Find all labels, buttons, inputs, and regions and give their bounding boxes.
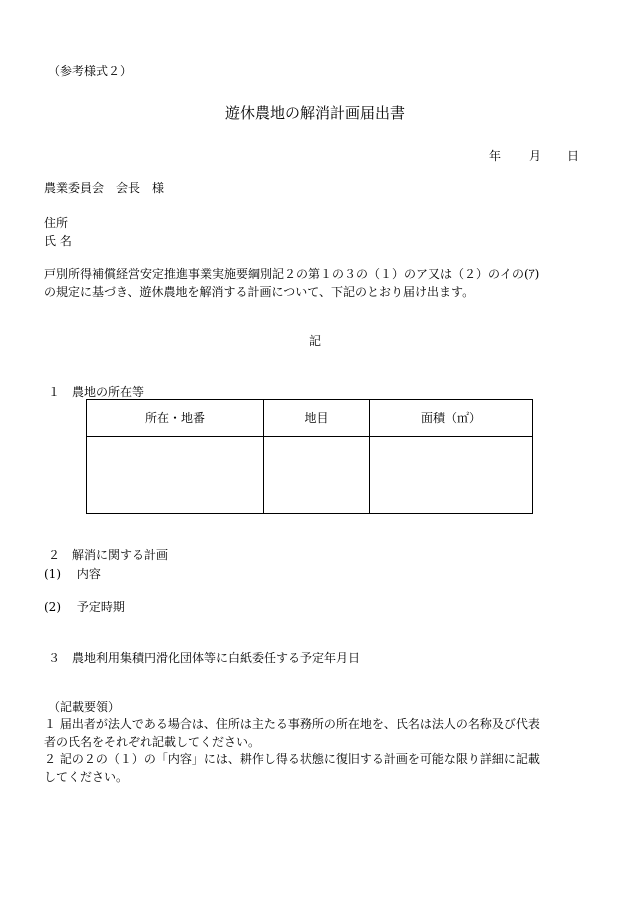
header-land-category: 地目 xyxy=(264,400,370,437)
section-1-heading: １ 農地の所在等 xyxy=(48,385,145,399)
notes-heading: （記載要領） xyxy=(48,700,121,714)
intro-line-2: の規定に基づき、遊休農地を解消する計画について、下記のとおり届け出ます。 xyxy=(44,285,475,299)
table-row xyxy=(87,437,533,514)
addressee: 農業委員会 会長 様 xyxy=(44,181,165,195)
note-line: １ 届出者が法人である場合は、住所は主たる事務所の所在地を、氏名は法人の名称及び代表 xyxy=(44,717,540,731)
header-area: 面積（㎡） xyxy=(370,400,533,437)
date-day: 日 xyxy=(567,149,580,163)
note-line: してください。 xyxy=(44,770,129,784)
cell-land-category[interactable] xyxy=(264,437,370,514)
section-2-item-schedule: (2) 予定時期 xyxy=(44,600,125,614)
land-table xyxy=(86,399,533,514)
land-table-header-row xyxy=(87,400,533,437)
name-label: 氏 名 xyxy=(44,234,72,248)
form-reference: （参考様式２） xyxy=(48,64,133,78)
header-location: 所在・地番 xyxy=(87,400,264,437)
section-2-heading: ２ 解消に関する計画 xyxy=(48,548,169,562)
section-2-item-content: (1) 内容 xyxy=(44,567,101,581)
note-line: 者の氏名をそれぞれ記載してください。 xyxy=(44,735,261,749)
cell-area[interactable] xyxy=(370,437,533,514)
address-label: 住所 xyxy=(44,216,69,230)
document-title: 遊休農地の解消計画届出書 xyxy=(224,104,405,122)
date-month: 月 xyxy=(529,149,542,163)
note-line: ２ 記の２の（１）の「内容」には、耕作し得る状態に復旧する計画を可能な限り詳細に記載 xyxy=(44,752,540,766)
ki-marker: 記 xyxy=(308,334,321,348)
cell-location[interactable] xyxy=(87,437,264,514)
date-year: 年 xyxy=(489,149,502,163)
section-3-heading: ３ 農地利用集積円滑化団体等に白紙委任する予定年月日 xyxy=(48,651,361,665)
intro-line-1: 戸別所得補償経営安定推進事業実施要綱別記２の第１の３の（１）のア又は（２）のイの(ｱ) xyxy=(44,267,540,281)
